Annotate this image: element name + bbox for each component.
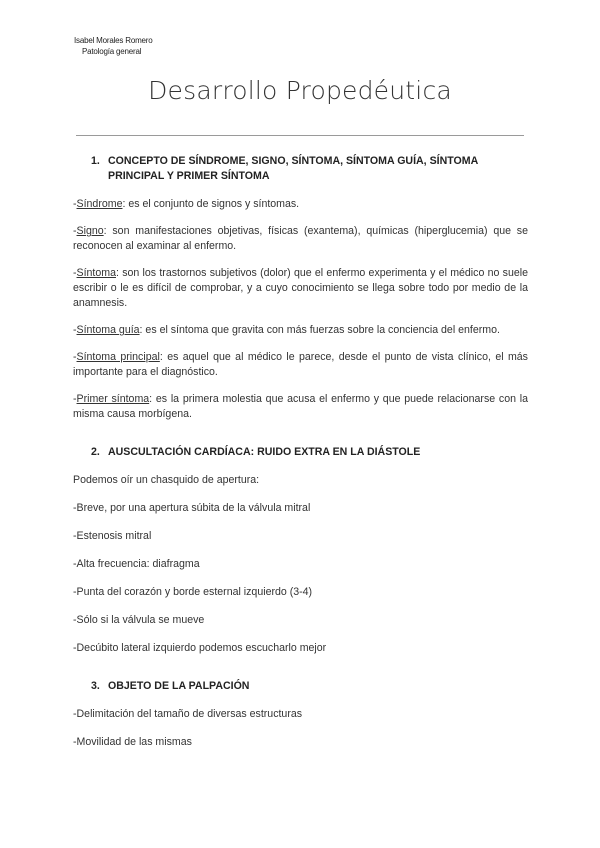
section-1-number: 1. (91, 155, 100, 167)
definition-term: Síndrome (76, 198, 123, 210)
definition-text: : es la primera molestia que acusa el enfermo y que puede relacionarse con la misma causa morbígena. (73, 393, 528, 420)
definition-paragraph: -Síntoma principal: es aquel que al médico le parece, desde el punto de vista clínico, el más importante para el diagnóstico. (73, 351, 528, 378)
definition-term: Primer síntoma (76, 393, 150, 405)
definition-text: : son manifestaciones objetivas, físicas (exantema), químicas (hiperglucemia) que se reconocen al examinar al enfermo. (73, 225, 528, 252)
definition-text: : son los trastornos subjetivos (dolor) que el enfermo experimenta y el médico no suele escribir o le es difícil de comprobar, y a cuyo conocimiento se llega sobre todo por medio de la anamnesis. (73, 267, 528, 309)
definition-paragraph: -Primer síntoma: es la primera molestia que acusa el enfermo y que puede relacionarse con la misma causa morbígena. (73, 393, 528, 420)
list-item: -Decúbito lateral izquierdo podemos escucharlo mejor (73, 642, 327, 654)
list-item: -Movilidad de las mismas (73, 736, 192, 748)
document-header (74, 35, 153, 57)
definition-text: : es el síntoma que gravita con más fuerzas sobre la conciencia del enfermo. (139, 324, 500, 336)
definition-paragraph: -Síntoma: son los trastornos subjetivos (dolor) que el enfermo experimenta y el médico no suele escribir o le es difícil de comprobar, y a cuyo conocimiento se llega sobre todo por medio de la anamnesis. (73, 267, 528, 309)
definition-text: : es aquel que al médico le parece, desde el punto de vista clínico, el más importante para el diagnóstico. (73, 351, 528, 378)
page-title: Desarrollo Propedéutica (148, 76, 452, 105)
list-item: -Alta frecuencia: diafragma (73, 558, 200, 570)
definition-paragraph: -Síntoma guía: es el síntoma que gravita con más fuerzas sobre la conciencia del enfermo. (73, 324, 500, 336)
section-2-intro: Podemos oír un chasquido de apertura: (73, 474, 260, 486)
section-2-heading (73, 445, 528, 460)
list-item: -Sólo si la válvula se mueve (73, 614, 205, 626)
list-item: -Breve, por una apertura súbita de la válvula mitral (73, 502, 311, 514)
author-name: Isabel Morales Romero (74, 36, 153, 45)
section-3-heading (73, 679, 528, 694)
list-item: -Delimitación del tamaño de diversas estructuras (73, 708, 303, 720)
document-body (73, 154, 528, 750)
title-divider (76, 135, 524, 136)
list-item: -Punta del corazón y borde esternal izquierdo (3-4) (73, 586, 313, 598)
section-1-title: CONCEPTO DE SÍNDROME, SIGNO, SÍNTOMA, SÍNTOMA GUÍA, SÍNTOMA PRINCIPAL Y PRIMER SÍNTOMA (108, 155, 478, 182)
section-2-title: AUSCULTACIÓN CARDÍACA: RUIDO EXTRA EN LA DIÁSTOLE (108, 446, 421, 458)
definition-term: Síntoma principal (76, 351, 160, 363)
definition-paragraph: -Síndrome: es el conjunto de signos y síntomas. (73, 198, 300, 210)
definition-text: : es el conjunto de signos y síntomas. (122, 198, 300, 210)
subject-name: Patología general (82, 47, 142, 56)
definition-term: Signo (76, 225, 104, 237)
definition-term: Síntoma guía (76, 324, 140, 336)
list-item: -Estenosis mitral (73, 530, 152, 542)
section-3-title: OBJETO DE LA PALPACIÓN (108, 680, 250, 692)
section-2-number: 2. (91, 446, 100, 458)
section-1-heading (73, 154, 528, 184)
definition-paragraph: -Signo: son manifestaciones objetivas, físicas (exantema), químicas (hiperglucemia) que se reconocen al examinar al enfermo. (73, 225, 528, 252)
definition-term: Síntoma (76, 267, 116, 279)
section-3-number: 3. (91, 680, 100, 692)
